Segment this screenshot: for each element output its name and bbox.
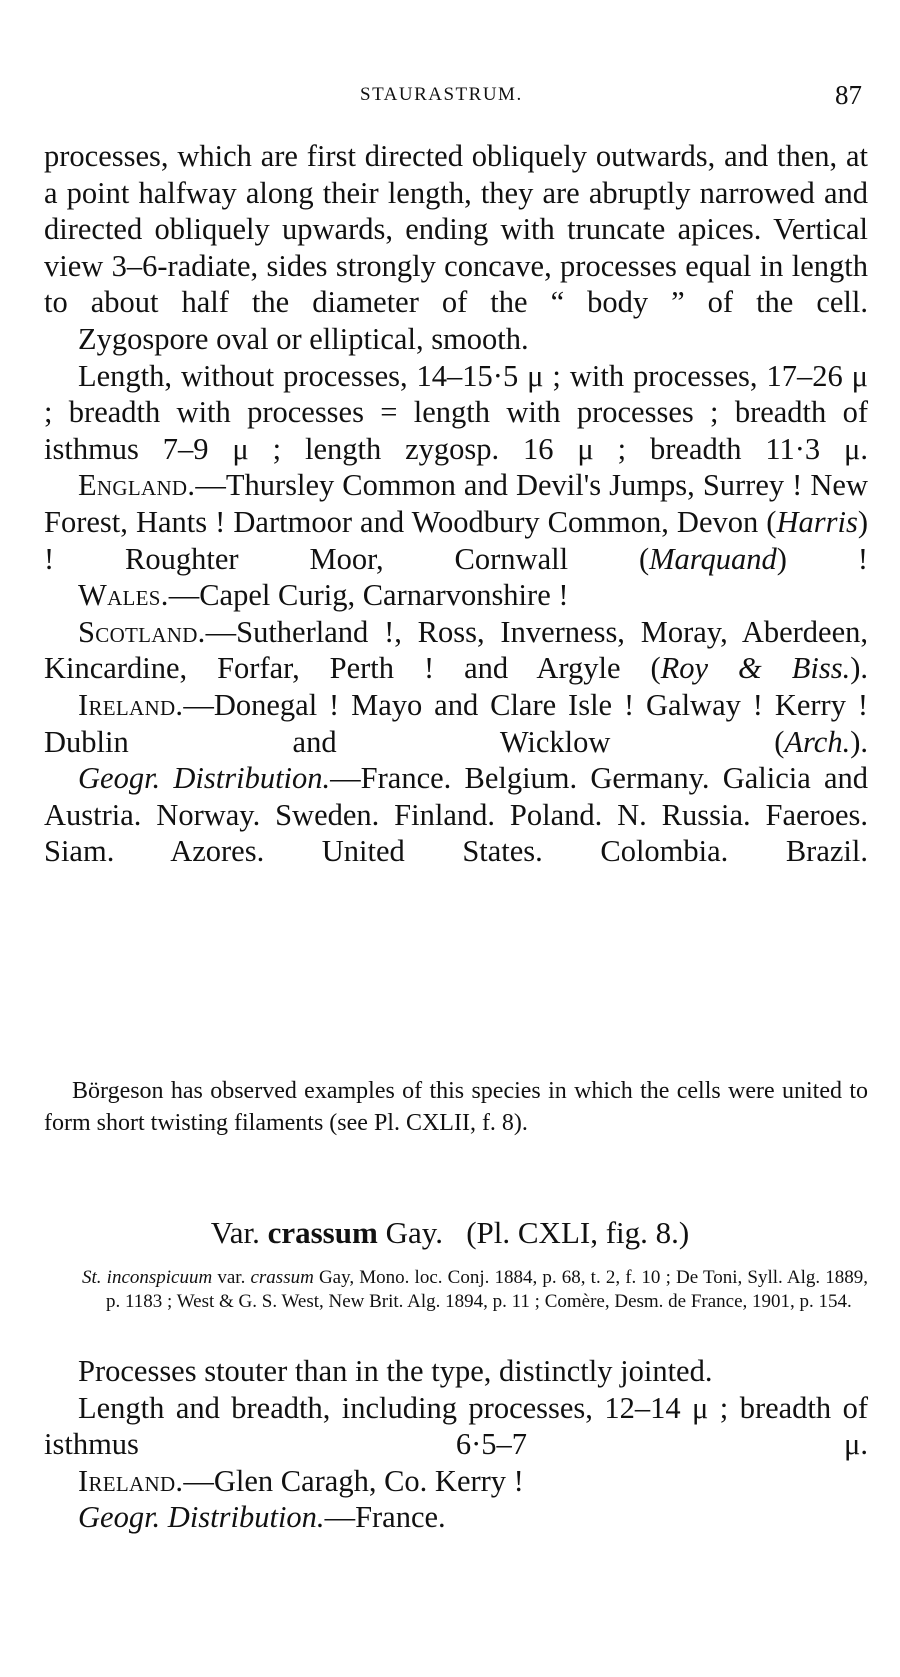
variety-author: Gay. (385, 1215, 443, 1250)
variety-distribution: Geogr. Distribution.—France. (78, 1500, 446, 1535)
locality-ireland: Ireland.—Donegal ! Mayo and Clare Isle ! Galway ! Kerry ! Dublin and Wicklow (Arch.). (44, 687, 868, 759)
locality-england: England.—Thursley Common and Devil's Jumps, Surrey ! New Forest, Hants ! Dartmoor and Woodbury Common, Devon (Harris) ! Roughter Moor, Cornwall (Marquand) ! (44, 468, 868, 576)
authority: Marquand (649, 541, 777, 576)
zygospore-paragraph: Zygospore oval or elliptical, smooth. (78, 321, 529, 356)
locality-label: England. (78, 468, 196, 503)
locality-label: Ireland. (78, 1463, 184, 1498)
locality-wales: Wales.—Capel Curig, Carnarvonshire ! (78, 578, 569, 613)
note-text: Börgeson has observed examples of this species in which the cells were united to form short twisting filaments (see Pl. CXLII, f. 8). (44, 1078, 868, 1136)
footnote-paragraph (44, 1075, 868, 1139)
locality-scotland: Scotland.—Sutherland !, Ross, Inverness, Moray, Aberdeen, Kincardine, Forfar, Perth ! and Argyle (Roy & Biss.). (44, 614, 868, 686)
running-head (0, 80, 900, 114)
locality-label: Ireland. (78, 687, 184, 722)
locality-label: Scotland. (78, 614, 206, 649)
variety-locality-ireland: Ireland.—Glen Caragh, Co. Kerry ! (78, 1463, 524, 1498)
synonymy-text: St. inconspicuum var. crassum Gay, Mono. loc. Conj. 1884, p. 68, t. 2, f. 10 ; De Toni, Syll. Alg. 1889, p. 1183 ; West & G. S. West, New Brit. Alg. 1894, p. 11 ; Comère, Desm. de France, 1901, p. 154. (82, 1267, 868, 1312)
page-number: 87 (835, 80, 862, 110)
species-description (44, 138, 868, 870)
authority: Roy & Biss. (660, 651, 851, 686)
variety-heading: Var. crassum Gay. (Pl. CXLI, fig. 8.) (210, 1215, 690, 1250)
description-paragraph: processes, which are first directed obliquely outwards, and then, at a point halfway along their length, they are abruptly narrowed and directed obliquely upwards, ending with truncate apices. Vertical view 3–6-radiate, sides strongly concave, processes equal in length to about half the diameter of the “ body ” of the cell. (44, 139, 868, 320)
variety-measurements: Length and breadth, including processes, 12–14 μ ; breadth of isthmus 6·5–7 μ. (44, 1390, 868, 1462)
plate-reference: (Pl. CXLI, fig. 8.) (466, 1215, 690, 1250)
geographic-distribution: Geogr. Distribution.—France. Belgium. Germany. Galicia and Austria. Norway. Sweden. Finland. Poland. N. Russia. Faeroes. Siam. Azores. United States. Colombia. Brazil. (44, 761, 869, 869)
variety-description (44, 1353, 868, 1536)
distribution-label: Geogr. Distribution. (78, 1500, 325, 1535)
measurements-paragraph: Length, without processes, 14–15·5 μ ; with processes, 17–26 μ ; breadth with processes = length with processes ; breadth of isthmus 7–9 μ ; length zygosp. 16 μ ; breadth 11·3 μ. (44, 358, 868, 466)
synonym-species: St. inconspicuum (82, 1267, 213, 1288)
authority: Arch. (784, 724, 851, 759)
synonymy-block (44, 1266, 868, 1314)
locality-label: Wales. (78, 578, 169, 613)
synonym-variety: crassum (250, 1267, 314, 1288)
processes-paragraph: Processes stouter than in the type, distinctly jointed. (78, 1354, 713, 1388)
running-title: STAURASTRUM. (360, 84, 523, 105)
variety-name: crassum (267, 1215, 378, 1250)
authority: Harris (776, 504, 858, 539)
distribution-label: Geogr. Distribution. (78, 761, 331, 796)
